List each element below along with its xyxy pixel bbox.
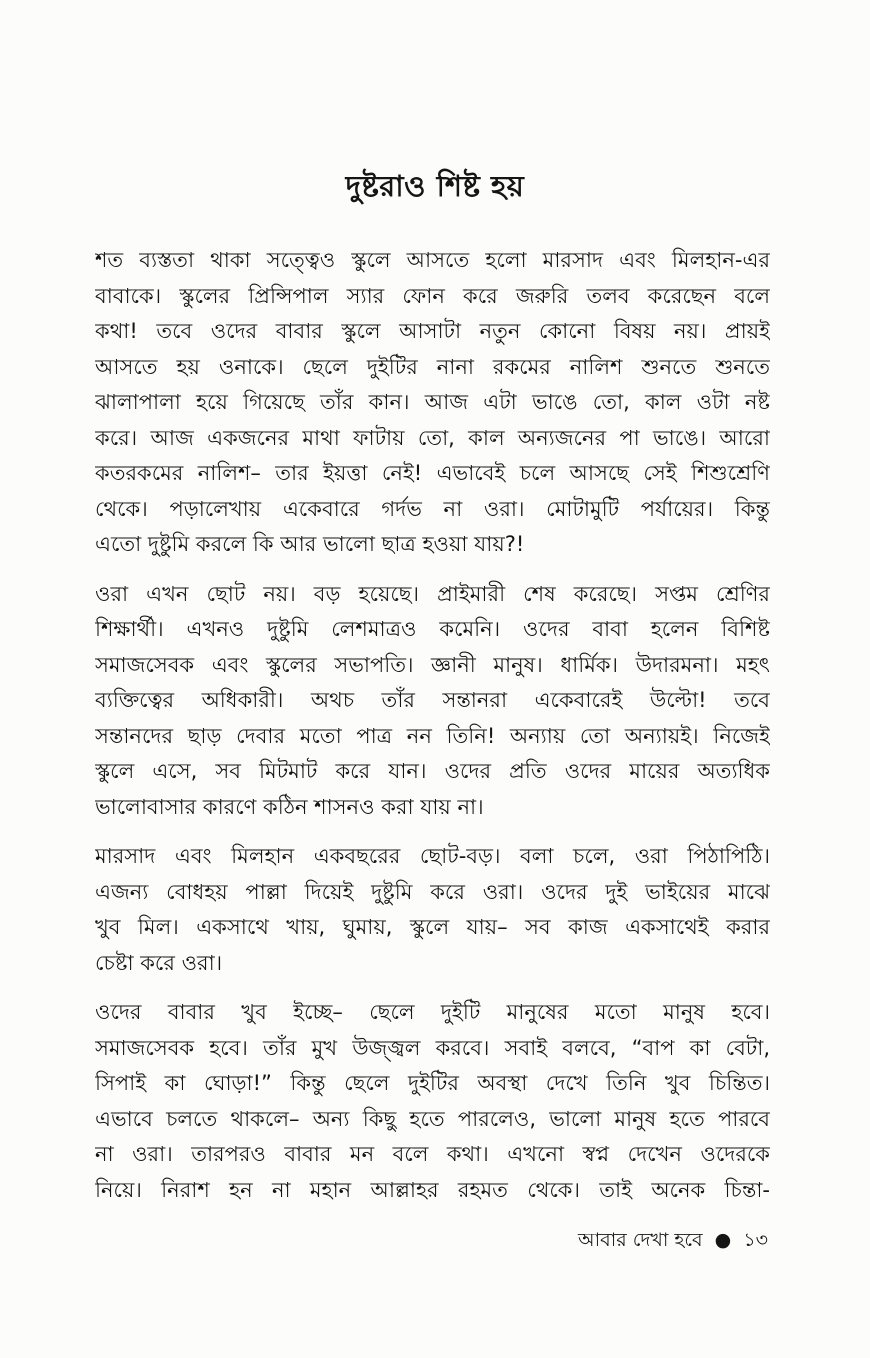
text-line: ঝালাপালা হয়ে গিয়েছে তাঁর কান। আজ এটা ভাঙে তো, কাল ওটা নষ্ট — [95, 390, 770, 414]
running-title: আবার দেখা হবে — [577, 1229, 703, 1251]
text-line: মারসাদ এবং মিলহান একবছরের ছোট-বড়। বলা চলে, ওরা পিঠাপিঠি। — [95, 844, 770, 868]
paragraph-1 — [95, 243, 770, 563]
chapter-body — [95, 243, 770, 1222]
text-line: এতো দুষ্টুমি করলে কি আর ভালো ছাত্র হওয়া যায়?! — [95, 532, 525, 556]
page-number: ১৩ — [743, 1229, 768, 1251]
text-line: থেকে। পড়ালেখায় একেবারে গর্দভ না ওরা। মোটামুটি পর্যায়ের। কিন্তু — [95, 496, 770, 521]
text-line: সন্তানদের ছাড় দেবার মতো পাত্র নন তিনি! অন্যায় তো অন্যায়ই। নিজেই — [95, 723, 770, 748]
text-line: শিক্ষার্থী। এখনও দুষ্টুমি লেশমাত্রও কমেনি। ওদের বাবা হলেন বিশিষ্ট — [95, 617, 770, 641]
paragraph-2 — [95, 577, 770, 826]
text-line: এভাবে চলতে থাকলে– অন্য কিছু হতে পারলেও, ভালো মানুষ হতে পারবে — [95, 1106, 770, 1131]
text-line: স্কুলে এসে, সব মিটমাট করে যান। ওদের প্রতি ওদের মায়ের অত্যধিক — [95, 759, 770, 783]
text-line: বাবাকে। স্কুলের প্রিন্সিপাল স্যার ফোন করে জরুরি তলব করেছেন বলে — [95, 283, 770, 308]
text-line: সিপাই কা ঘোড়া!” কিন্তু ছেলে দুইটির অবস্থা দেখে তিনি খুব চিন্তিত। — [95, 1071, 770, 1095]
text-line: ওদের বাবার খুব ইচ্ছে– ছেলে দুইটি মানুষের মতো মানুষ হবে। — [95, 1000, 770, 1024]
text-line: না ওরা। তারপরও বাবার মন বলে কথা। এখনো স্বপ্ন দেখেন ওদেরকে — [95, 1142, 770, 1166]
text-line: এজন্য বোধহয় পাল্লা দিয়েই দুষ্টুমি করে ওরা। ওদের দুই ভাইয়ের মাঝে — [95, 879, 770, 904]
bullet-icon: ● — [714, 1229, 732, 1251]
text-line: সমাজসেবক হবে। তাঁর মুখ উজ্জ্বল করবে। সবাই বলবে, “বাপ কা বেটা, — [95, 1035, 770, 1060]
text-line: ওরা এখন ছোট নয়। বড় হয়েছে। প্রাইমারী শেষ করেছে। সপ্তম শ্রেণির — [95, 581, 770, 606]
text-line: চেষ্টা করে ওরা। — [95, 950, 223, 975]
page-footer — [578, 1226, 768, 1258]
paragraph-4 — [95, 995, 770, 1208]
text-line: করে। আজ একজনের মাথা ফাটায় তো, কাল অন্যজনের পা ভাঙে। আরো — [95, 425, 770, 450]
text-line: ব্যক্তিত্বের অধিকারী। অথচ তাঁর সন্তানরা একেবারেই উল্টো! তবে — [95, 688, 770, 712]
text-line: আসতে হয় ওনাকে। ছেলে দুইটির নানা রকমের নালিশ শুনতে শুনতে — [95, 354, 770, 379]
text-line: শত ব্যস্ততা থাকা সত্ত্বেও স্কুলে আসতে হলো মারসাদ এবং মিলহান-এর — [95, 248, 770, 272]
text-line: ভালোবাসার কারণে কঠিন শাসনও করা যায় না। — [95, 794, 484, 819]
paragraph-3 — [95, 839, 770, 981]
text-line: খুব মিল। একসাথে খায়, ঘুমায়, স্কুলে যায়– সব কাজ একসাথেই করার — [95, 915, 770, 939]
text-line: কতরকমের নালিশ– তার ইয়ত্তা নেই! এভাবেই চলে আসছে সেই শিশুশ্রেণি — [95, 461, 770, 485]
text-line: কথা! তবে ওদের বাবার স্কুলে আসাটা নতুন কোনো বিষয় নয়। প্রায়ই — [95, 319, 770, 343]
text-line: নিয়ে। নিরাশ হন না মহান আল্লাহর রহমত থেকে। তাই অনেক চিন্তা- — [95, 1177, 770, 1202]
text-line: সমাজসেবক এবং স্কুলের সভাপতি। জ্ঞানী মানুষ। ধার্মিক। উদারমনা। মহৎ — [95, 652, 770, 677]
chapter-title: দুষ্টরাও শিষ্ট হয় — [345, 169, 525, 203]
